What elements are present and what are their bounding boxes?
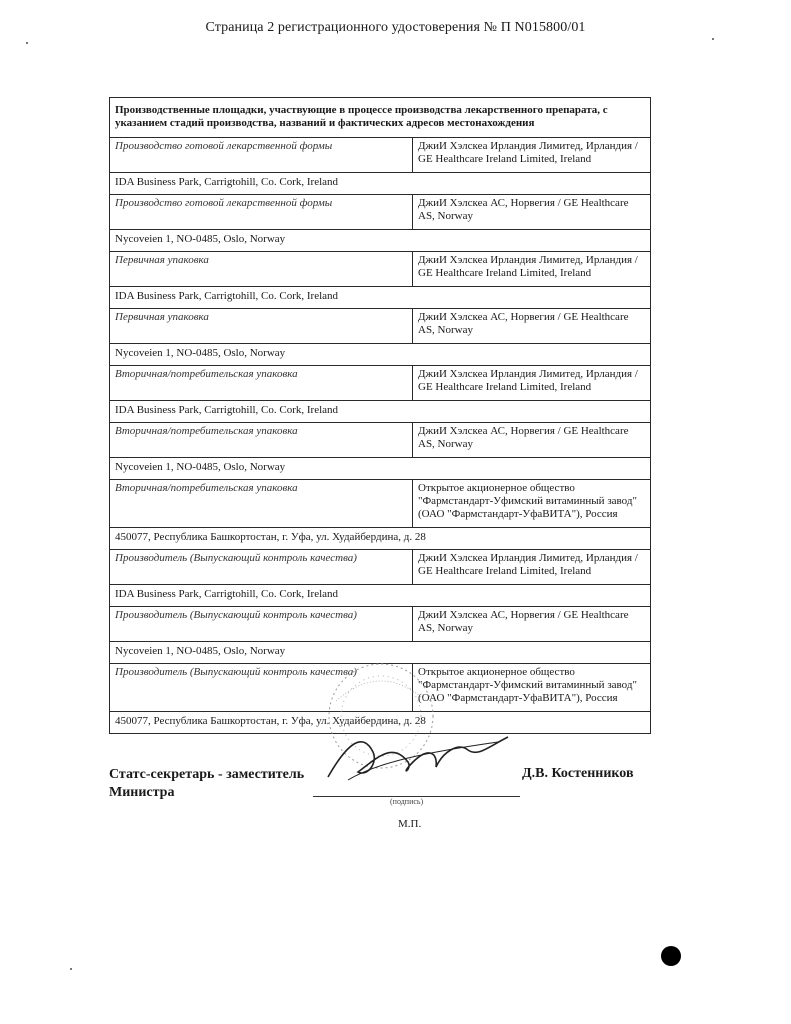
stage-cell: Вторичная/потребительская упаковка [110, 366, 413, 401]
site-address-row [110, 230, 651, 252]
address-cell: 450077, Республика Башкортостан, г. Уфа, ул. Худайбердина, д. 28 [110, 712, 651, 734]
site-stage-row [110, 480, 651, 528]
organization-cell: ДжиИ Хэлскеа Ирландия Лимитед, Ирландия / GE Healthcare Ireland Limited, Ireland [413, 138, 651, 173]
site-stage-row [110, 309, 651, 344]
site-address-row [110, 401, 651, 423]
stage-cell: Производитель (Выпускающий контроль качества) [110, 607, 413, 642]
organization-cell: ДжиИ Хэлскеа АС, Норвегия / GE Healthcare AS, Norway [413, 423, 651, 458]
stage-cell: Первичная упаковка [110, 252, 413, 287]
site-address-row [110, 344, 651, 366]
address-cell: IDA Business Park, Carrigtohill, Co. Cork, Ireland [110, 173, 651, 195]
stage-cell: Производство готовой лекарственной формы [110, 138, 413, 173]
site-stage-row [110, 195, 651, 230]
site-address-row [110, 287, 651, 309]
stage-cell: Вторичная/потребительская упаковка [110, 423, 413, 458]
site-stage-row [110, 366, 651, 401]
organization-cell: ДжиИ Хэлскеа Ирландия Лимитед, Ирландия / GE Healthcare Ireland Limited, Ireland [413, 366, 651, 401]
signatory-position: Статс-секретарь - заместитель Министра [109, 767, 305, 800]
site-address-row [110, 458, 651, 480]
site-address-row [110, 528, 651, 550]
address-cell: 450077, Республика Башкортостан, г. Уфа, ул. Худайбердина, д. 28 [110, 528, 651, 550]
site-stage-row [110, 138, 651, 173]
address-cell: Nycoveien 1, NO-0485, Oslo, Norway [110, 230, 651, 252]
stage-cell: Производитель (Выпускающий контроль качества) [110, 664, 413, 712]
site-stage-row [110, 252, 651, 287]
stage-cell: Производство готовой лекарственной формы [110, 195, 413, 230]
table-heading: Производственные площадки, участвующие в процессе производства лекарственного препарата, с указанием стадий производства, названий и фактических адресов местонахождения [110, 98, 651, 138]
organization-cell: ДжиИ Хэлскеа АС, Норвегия / GE Healthcare AS, Norway [413, 309, 651, 344]
address-cell: Nycoveien 1, NO-0485, Oslo, Norway [110, 642, 651, 664]
site-stage-row [110, 607, 651, 642]
site-address-row [110, 585, 651, 607]
address-cell: Nycoveien 1, NO-0485, Oslo, Norway [110, 458, 651, 480]
stage-cell: Первичная упаковка [110, 309, 413, 344]
stage-cell: Производитель (Выпускающий контроль качества) [110, 550, 413, 585]
scan-speck [712, 38, 714, 40]
stage-cell: Вторичная/потребительская упаковка [110, 480, 413, 528]
stamp-caption: М.П. [398, 818, 422, 830]
site-address-row [110, 173, 651, 195]
site-stage-row [110, 423, 651, 458]
handwritten-signature [318, 722, 518, 792]
signature-caption: (подпись) [390, 797, 424, 806]
organization-cell: ДжиИ Хэлскеа Ирландия Лимитед, Ирландия / GE Healthcare Ireland Limited, Ireland [413, 550, 651, 585]
organization-cell: Открытое акционерное общество "Фармстандарт-Уфимский витаминный завод" (ОАО "Фармстандарт-УфаВИТА"), Россия [413, 480, 651, 528]
organization-cell: ДжиИ Хэлскеа АС, Норвегия / GE Healthcare AS, Norway [413, 195, 651, 230]
organization-cell: ДжиИ Хэлскеа АС, Норвегия / GE Healthcare AS, Norway [413, 607, 651, 642]
hole-punch-mark [661, 946, 681, 966]
scan-speck [70, 968, 72, 970]
address-cell: IDA Business Park, Carrigtohill, Co. Cork, Ireland [110, 585, 651, 607]
production-sites-table [109, 97, 651, 734]
address-cell: IDA Business Park, Carrigtohill, Co. Cork, Ireland [110, 287, 651, 309]
page-title: Страница 2 регистрационного удостоверения № П N015800/01 [205, 20, 586, 35]
address-cell: Nycoveien 1, NO-0485, Oslo, Norway [110, 344, 651, 366]
signatory-name: Д.В. Костенников [522, 766, 634, 781]
scan-speck [26, 42, 28, 44]
table-heading-row [110, 98, 651, 138]
site-stage-row [110, 550, 651, 585]
organization-cell: ДжиИ Хэлскеа Ирландия Лимитед, Ирландия / GE Healthcare Ireland Limited, Ireland [413, 252, 651, 287]
organization-cell: Открытое акционерное общество "Фармстандарт-Уфимский витаминный завод" (ОАО "Фармстандарт-УфаВИТА"), Россия [413, 664, 651, 712]
address-cell: IDA Business Park, Carrigtohill, Co. Cork, Ireland [110, 401, 651, 423]
